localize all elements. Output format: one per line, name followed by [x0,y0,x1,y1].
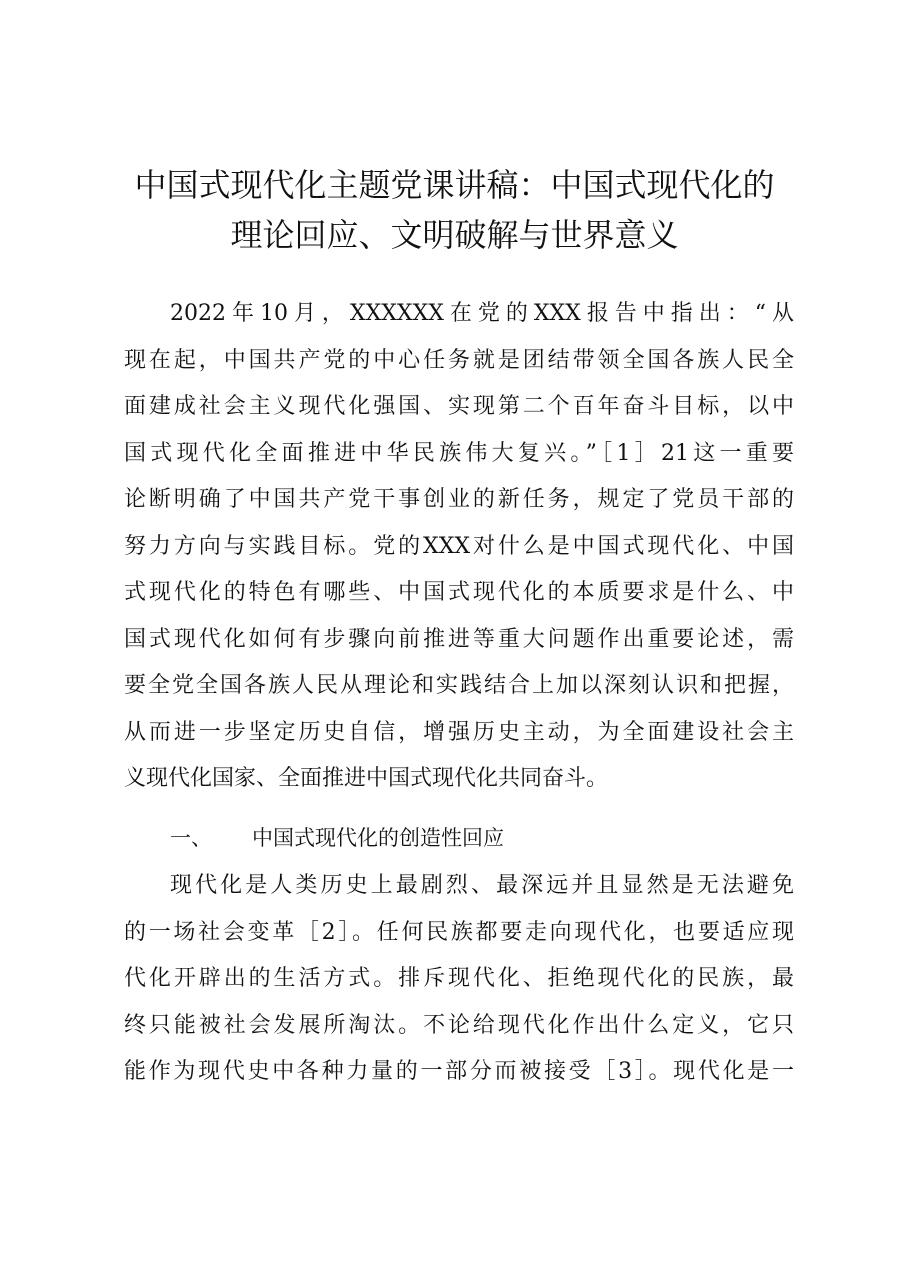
paragraph-line: 面建成社会主义现代化强国、实现第二个百年奋斗目标，以中 [124,394,794,419]
paragraph-2 [124,863,794,1096]
paragraph-line: 要全党全国各族人民从理论和实践结合上加以深刻认识和把握， [124,673,794,698]
title-line-2: 理论回应、文明破解与世界意义 [230,216,679,254]
paragraph-line: 代化开辟出的生活方式。排斥现代化、拒绝现代化的民族，最 [124,966,794,991]
section-heading-text: 中国式现代化的创造性回应 [252,826,504,850]
section-heading-number: 一、 [170,826,212,850]
paragraph-line: 能作为现代史中各种力量的一部分而被接受［3］。现代化是一 [124,1059,794,1084]
paragraph-line: 现在起，中国共产党的中心任务就是团结带领全国各族人民全 [124,347,794,373]
paragraph-line: 终只能被社会发展所淘汰。不论给现代化作出什么定义，它只 [124,1012,794,1038]
paragraph-line: 2022年10月，XXXXXX在党的XXX报告中指出：“从 [170,301,794,326]
section-heading-1 [170,820,504,856]
paragraph-line: 论断明确了中国共产党干事创业的新任务，规定了党员干部的 [124,487,794,512]
paragraph-line: 义现代化国家、全面推进中国式现代化共同奋斗。 [124,766,609,791]
title-line-1: 中国式现代化主题党课讲稿：中国式现代化的 [134,166,775,204]
paragraph-line: 式现代化的特色有哪些、中国式现代化的本质要求是什么、中 [124,580,794,605]
paragraph-line: 努力方向与实践目标。党的XXX对什么是中国式现代化、中国 [124,533,794,559]
paragraph-1 [124,291,794,803]
paragraph-line: 的一场社会变革［2］。任何民族都要走向现代化，也要适应现 [124,919,794,945]
document-title [60,160,849,260]
paragraph-line: 现代化是人类历史上最剧烈、最深远并且显然是无法避免 [170,873,794,898]
paragraph-line: 国式现代化如何有步骤向前推进等重大问题作出重要论述，需 [124,626,794,652]
paragraph-line: 国式现代化全面推进中华民族伟大复兴。”［1］21这一重要 [124,440,794,466]
paragraph-line: 从而进一步坚定历史自信，增强历史主动，为全面建设社会主 [124,719,794,745]
